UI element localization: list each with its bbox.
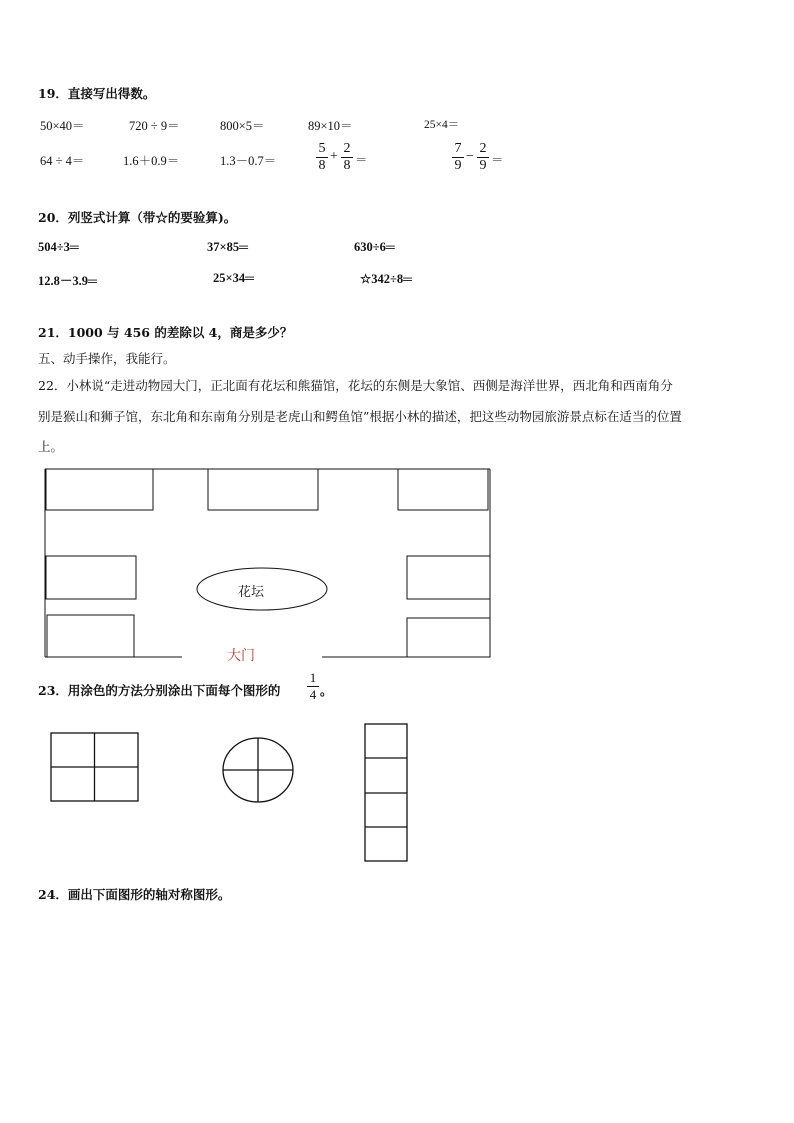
q19-expr-5: 25×4＝ [424,119,460,131]
minus-sign: − [466,149,474,164]
square-grid-shape [51,733,138,801]
denominator: 8 [318,158,326,173]
vertical-strip-shape [365,724,407,861]
plus-sign: + [330,149,338,164]
q20-expr-5: 25×34═ [213,271,254,285]
q19-expr-2: 720 ÷ 9＝ [129,119,180,133]
numerator: 2 [341,141,353,158]
section-5-title: 五、动手操作，我能行。 [38,351,176,366]
q20-expr-6: ☆342÷8═ [360,272,412,286]
q19-expr-8: 1.3－0.7＝ [220,154,277,168]
q20-expr-2: 37×85═ [207,240,248,254]
q19-expr-6: 64 ÷ 4＝ [40,154,85,168]
numerator: 7 [452,141,464,158]
equals-sign: ＝ [491,153,504,167]
numerator: 1 [307,670,319,687]
equals-sign: ＝ [355,153,368,167]
q20-expr-3: 630÷6═ [354,240,395,254]
q19-expr-4: 89×10＝ [308,119,353,133]
q23-title-end: 。 [320,683,333,698]
q19-title: 19．直接写出得数。 [38,86,156,101]
q22-text-line-2: 别是猴山和狮子馆，东北角和东南角分别是老虎山和鳄鱼馆”根据小林的描述，把这些动物园旅游景点标在适当的位置 [38,409,682,424]
flowerbed-label: 花坛 [238,585,265,600]
denominator: 9 [479,158,487,173]
q21-title: 21．1000 与 456 的差除以 4，商是多少？ [38,325,293,340]
q24-title: 24．画出下面图形的轴对称图形。 [38,887,231,902]
q19-expr-3: 800×5＝ [220,119,265,133]
circle-shape [223,738,293,802]
q20-expr-1: 504÷3═ [38,240,79,254]
numerator: 5 [316,141,328,158]
q22-text-line-1: 22．小林说“走进动物园大门，正北面有花坛和熊猫馆，花坛的东侧是大象馆、西侧是海洋世界，西北角和西南角分 [38,378,673,393]
gate-label: 大门 [227,648,255,664]
q20-title: 20．列竖式计算（带☆的要验算)。 [38,210,237,225]
denominator: 9 [454,158,462,173]
q19-expr-1: 50×40＝ [40,119,85,133]
q23-title-text: 23．用涂色的方法分别涂出下面每个图形的 [38,683,281,698]
q22-text-line-3: 上。 [38,439,64,454]
q20-expr-4: 12.8－3.9═ [38,274,97,288]
denominator: 4 [309,687,317,702]
denominator: 8 [343,158,351,173]
numerator: 2 [477,141,489,158]
q19-expr-7: 1.6＋0.9＝ [123,154,180,168]
